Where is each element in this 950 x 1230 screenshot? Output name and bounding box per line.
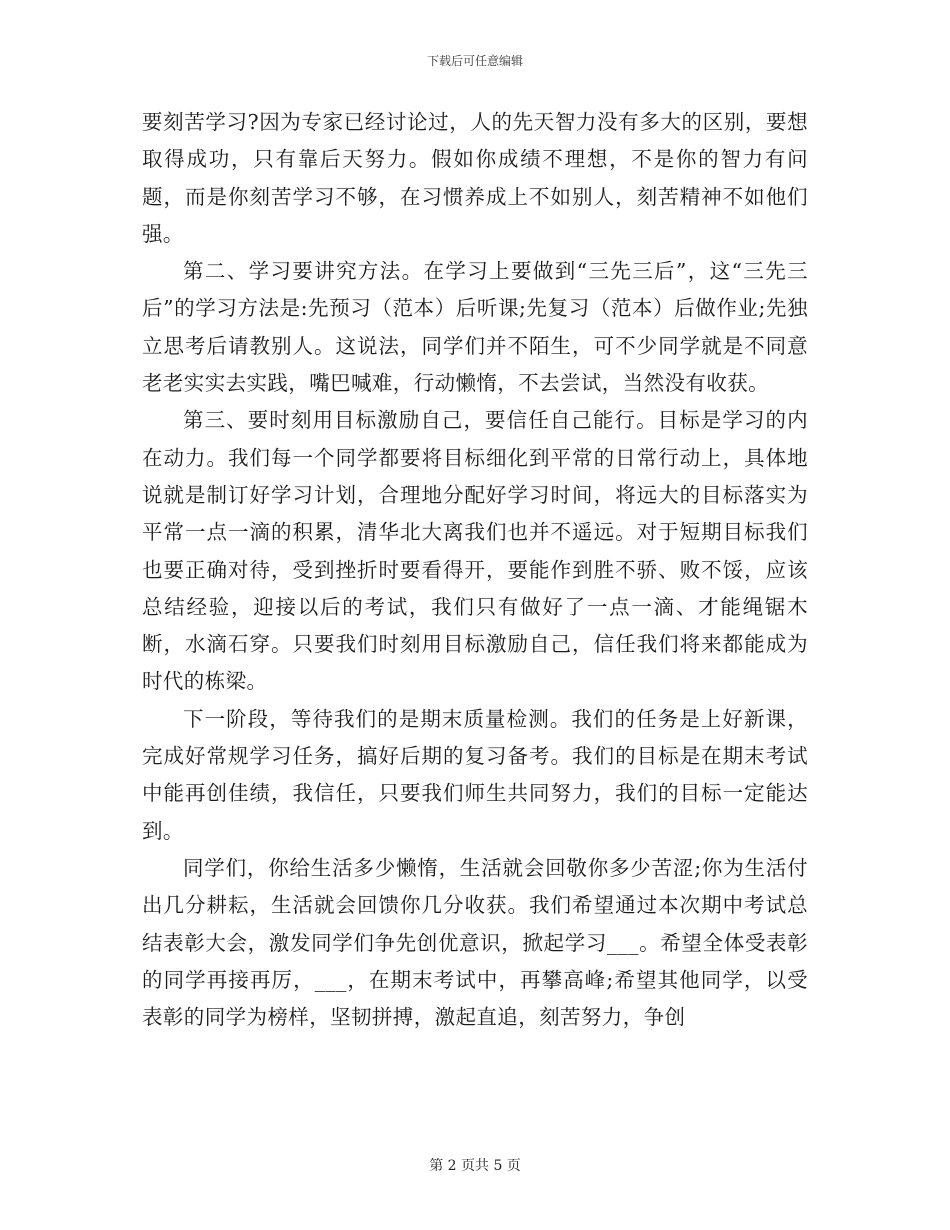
page-footer: 第 2 页共 5 页 xyxy=(429,1158,521,1174)
document-body xyxy=(142,104,808,1036)
paragraph-method: 第二、学习要讲究方法。在学习上要做到“三先三后”，这“三先三后”的学习方法是:先预习（范本）后听课;先复习（范本）后做作业;先独立思考后请教别人。这说法，同学们并不陌生，可不少同学就是不同意老老实实去实践，嘴巴喊难，行动懒惰，不去尝试，当然没有收获。 xyxy=(142,259,808,396)
paragraph-closing: 同学们，你给生活多少懒惰，生活就会回敬你多少苦涩;你为生活付出几分耕耘，生活就会回馈你几分收获。我们希望通过本次期中考试总结表彰大会，激发同学们争先创优意识，掀起学习___。希望全体受表彰的同学再接再厉，___，在期末考试中，再攀高峰;希望其他同学，以受表彰的同学为榜样，坚韧拼搏，激起直追，刻苦努力，争创 xyxy=(142,855,808,1030)
paragraph-next-stage: 下一阶段，等待我们的是期末质量检测。我们的任务是上好新课，完成好常规学习任务，搞好后期的复习备考。我们的目标是在期末考试中能再创佳绩，我信任，只要我们师生共同努力，我们的目标一定能达到。 xyxy=(142,706,808,843)
paragraph-goal: 第三、要时刻用目标激励自己，要信任自己能行。目标是学习的内在动力。我们每一个同学都要将目标细化到平常的日常行动上，具体地说就是制订好学习计划，合理地分配好学习时间，将远大的目标落实为平常一点一滴的积累，清华北大离我们也并不遥远。对于短期目标我们也要正确对待，受到挫折时要看得开，要能作到胜不骄、败不馁，应该总结经验，迎接以后的考试，我们只有做好了一点一滴、才能绳锯木断，水滴石穿。只要我们时刻用目标激励自己，信任我们将来都能成为时代的栋梁。 xyxy=(142,408,808,694)
page-header: 下载后可任意编辑 xyxy=(426,54,523,68)
paragraph-continued: 要刻苦学习?因为专家已经讨论过，人的先天智力没有多大的区别，要想取得成功，只有靠后天努力。假如你成绩不理想，不是你的智力有问题，而是你刻苦学习不够，在习惯养成上不如别人，刻苦精神不如他们强。 xyxy=(142,110,808,246)
